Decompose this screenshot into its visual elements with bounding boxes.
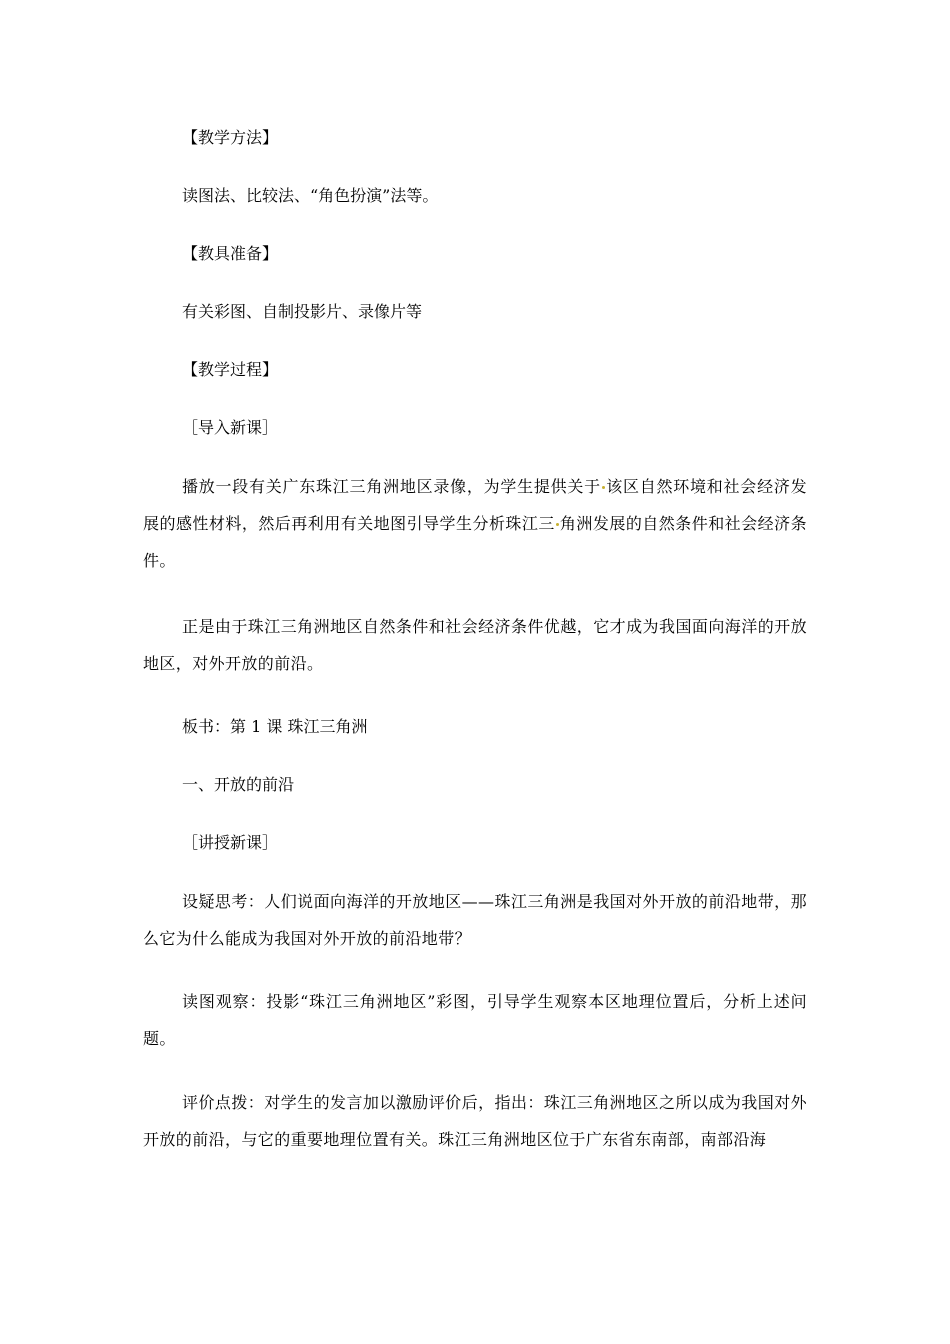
intro-label: ［导入新课］ [182, 418, 279, 437]
map-observation-paragraph: 读图观察：投影“珠江三角洲地区”彩图，引导学生观察本区地理位置后，分析上述问题。 [143, 992, 807, 1048]
open-region-paragraph: 正是由于珠江三角洲地区自然条件和社会经济条件优越，它才成为我国面向海洋的开放地区，对外开放的前沿。 [143, 617, 807, 673]
mark-dot [556, 523, 559, 526]
teaching-method-text: 读图法、比较法、“角色扮演”法等。 [182, 186, 439, 205]
intro-paragraph-part-1: 播放一段有关广东珠江三角洲地区录像，为学生提供关于 [182, 477, 601, 496]
intro-paragraph [143, 468, 807, 579]
lecture-label: ［讲授新课］ [182, 833, 279, 852]
board-text: 板书：第 1 课 珠江三角洲 [182, 717, 368, 736]
heading-teaching-tools: 【教具准备】 [182, 244, 279, 263]
evaluation-paragraph: 评价点拨：对学生的发言加以激励评价后，指出：珠江三角洲地区之所以成为我国对外开放的前沿，与它的重要地理位置有关。珠江三角洲地区位于广东省东南部，南部沿海 [143, 1093, 807, 1149]
section-one-heading: 一、开放的前沿 [182, 775, 295, 794]
intro-paragraph-part-3: 角洲发展的自然条件和社会经济条件。 [143, 514, 807, 570]
heading-teaching-process: 【教学过程】 [182, 360, 279, 379]
teaching-tools-text: 有关彩图、自制投影片、录像片等 [182, 302, 423, 321]
question-paragraph: 设疑思考：人们说面向海洋的开放地区——珠江三角洲是我国对外开放的前沿地带，那么它为什么能成为我国对外开放的前沿地带？ [143, 892, 807, 948]
intro-paragraph-part-2: 该区自然环境和社会经济发展的感性材料，然后再利用有关地图引导学生分析珠江三 [143, 477, 807, 533]
mark-dot [602, 486, 605, 489]
heading-teaching-method: 【教学方法】 [182, 128, 279, 147]
